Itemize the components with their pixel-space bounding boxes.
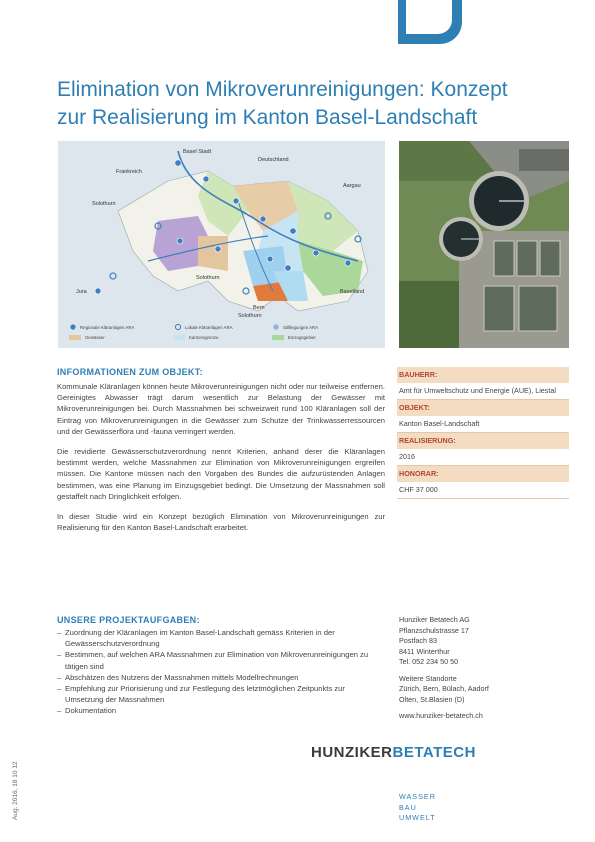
legend-stilllegung: Stilllegungen ARA	[283, 325, 319, 330]
bauherr-label: BAUHERR:	[397, 367, 569, 383]
legend-regional: Regionale Kläranlagen ARA	[80, 325, 135, 330]
map-label-solothurn-3: Solothurn	[238, 313, 262, 319]
realisierung-value: 2016	[397, 449, 569, 466]
aufgaben-item: – Zuordnung der Kläranlagen im Kanton Basel-Landschaft gemäss Kriterien in der Gewässerschutzverordnung	[57, 627, 377, 649]
map-label-bern: Bern	[253, 305, 265, 311]
logo-mark-icon	[398, 0, 468, 44]
aufgaben-list	[57, 627, 377, 717]
brand-logo	[311, 744, 476, 761]
legend-gewaesser: Gewässer	[85, 335, 105, 340]
contact-block	[399, 615, 569, 722]
map-label-deutschland: Deutschland	[258, 157, 289, 163]
company-name: Hunziker Betatech AG	[399, 615, 470, 624]
page-title	[57, 76, 557, 132]
objekt-text	[57, 381, 385, 533]
realisierung-label: REALISIERUNG:	[397, 433, 569, 449]
tagline	[399, 792, 436, 824]
objekt-label: OBJEKT:	[397, 400, 569, 416]
aufgaben-item: – Empfehlung zur Priorisierung und zur Festlegung des letztmöglichen Zeitpunkts zur Umsetzung der Massnahmen	[57, 683, 377, 705]
aufgaben-item: – Dokumentation	[57, 705, 377, 716]
legend-einzug: Einzugsgebiet	[288, 335, 316, 340]
tagline-1: WASSER	[399, 792, 436, 801]
map-label-aargau: Aargau	[343, 183, 361, 189]
legend-grenze: Kantonsgrenze	[189, 335, 219, 340]
brand-part-2: BETATECH	[392, 744, 476, 761]
standorte-line-2: Olten, St.Blasien (D)	[399, 694, 465, 704]
date-stamp: Aug. 2016, 18 10 12	[12, 761, 19, 820]
aufgaben-heading: UNSERE PROJEKTAUFGABEN:	[57, 615, 200, 625]
map-label-baselland: Baselland	[340, 289, 365, 295]
legend-local: Lokale Kläranlagen ARA	[185, 325, 233, 330]
catchment-map	[58, 141, 385, 348]
map-label-jura: Jura	[76, 289, 87, 295]
map-graphic	[58, 141, 385, 348]
company-postfach: Postfach 83	[399, 636, 437, 645]
company-street: Pflanzschulstrasse 17	[399, 625, 469, 635]
objekt-paragraph-1: Kommunale Kläranlagen können heute Mikroverunreinigungen nicht oder nur teilweise entfernen. Gereinigtes Abwasser trägt darum wesentlich zur Belastung der Gewässer mit Mikroverunreinigungen bei. Durch Massnahmen bei schweizweit rund 100 Kläranlagen soll der Eintrag von Mikroverunreinigungen in die Gewässer zum Schutze der Trinkwasserressourcen und der Gewässerflora und -fauna verringert werden.	[57, 382, 385, 436]
objekt-value: Kanton Basel-Landschaft	[397, 416, 569, 433]
map-label-basel-stadt: Basel Stadt	[183, 149, 212, 155]
title-line-1: Elimination von Mikroverunreinigungen: Konzept	[57, 78, 508, 101]
aufgaben-item: – Abschätzen des Nutzens der Massnahmen mittels Modellrechnungen	[57, 672, 377, 683]
tagline-2: BAU	[399, 802, 417, 812]
brand-part-1: HUNZIKER	[311, 744, 393, 761]
map-label-frankreich: Frankreich	[116, 169, 142, 175]
title-line-2: zur Realisierung im Kanton Basel-Landschaft	[57, 106, 478, 129]
standorte-heading: Weitere Standorte	[399, 673, 457, 683]
website-link[interactable]: www.hunziker-betatech.ch	[399, 711, 483, 720]
company-city: 8411 Winterthur	[399, 646, 450, 656]
honorar-label: HONORAR:	[397, 466, 569, 482]
aufgaben-item: – Bestimmen, auf welchen ARA Massnahmen zur Elimination von Mikroverunreinigungen zu tätigen sind	[57, 649, 377, 671]
standorte-line-1: Zürich, Bern, Bülach, Aadorf	[399, 684, 489, 693]
tagline-3: UMWELT	[399, 813, 436, 822]
project-facts	[397, 367, 569, 499]
company-phone: Tel. 052 234 50 50	[399, 657, 459, 666]
objekt-heading: INFORMATIONEN ZUM OBJEKT:	[57, 367, 203, 377]
honorar-value: CHF 37 000	[397, 482, 569, 499]
objekt-paragraph-2: Die revidierte Gewässerschutzverordnung nennt Kriterien, anhand derer die Kläranlagen bestimmt werden, welche Massnahmen zur Elimination von Mikroverunreinigungen ergreifen müssen. Die Kantone müssen nach den Vorgaben des Bundes die aufzurüstenden Anlagen bestimmen, was eine Planung im Einzugsgebiet bedingt. Die Umsetzung der Massnahmen soll gestaffelt nach Dringlichkeit erfolgen.	[57, 447, 385, 501]
treatment-plant-photo	[399, 141, 569, 348]
map-label-solothurn-2: Solothurn	[196, 275, 220, 281]
objekt-paragraph-3: In dieser Studie wird ein Konzept bezüglich Elimination von Mikroverunreinigungen zur Realisierung für den Kanton Basel-Landschaft erarbeitet.	[57, 512, 385, 533]
map-label-solothurn-1: Solothurn	[92, 201, 116, 207]
bauherr-value: Amt für Umweltschutz und Energie (AUE), Liestal	[397, 383, 569, 400]
